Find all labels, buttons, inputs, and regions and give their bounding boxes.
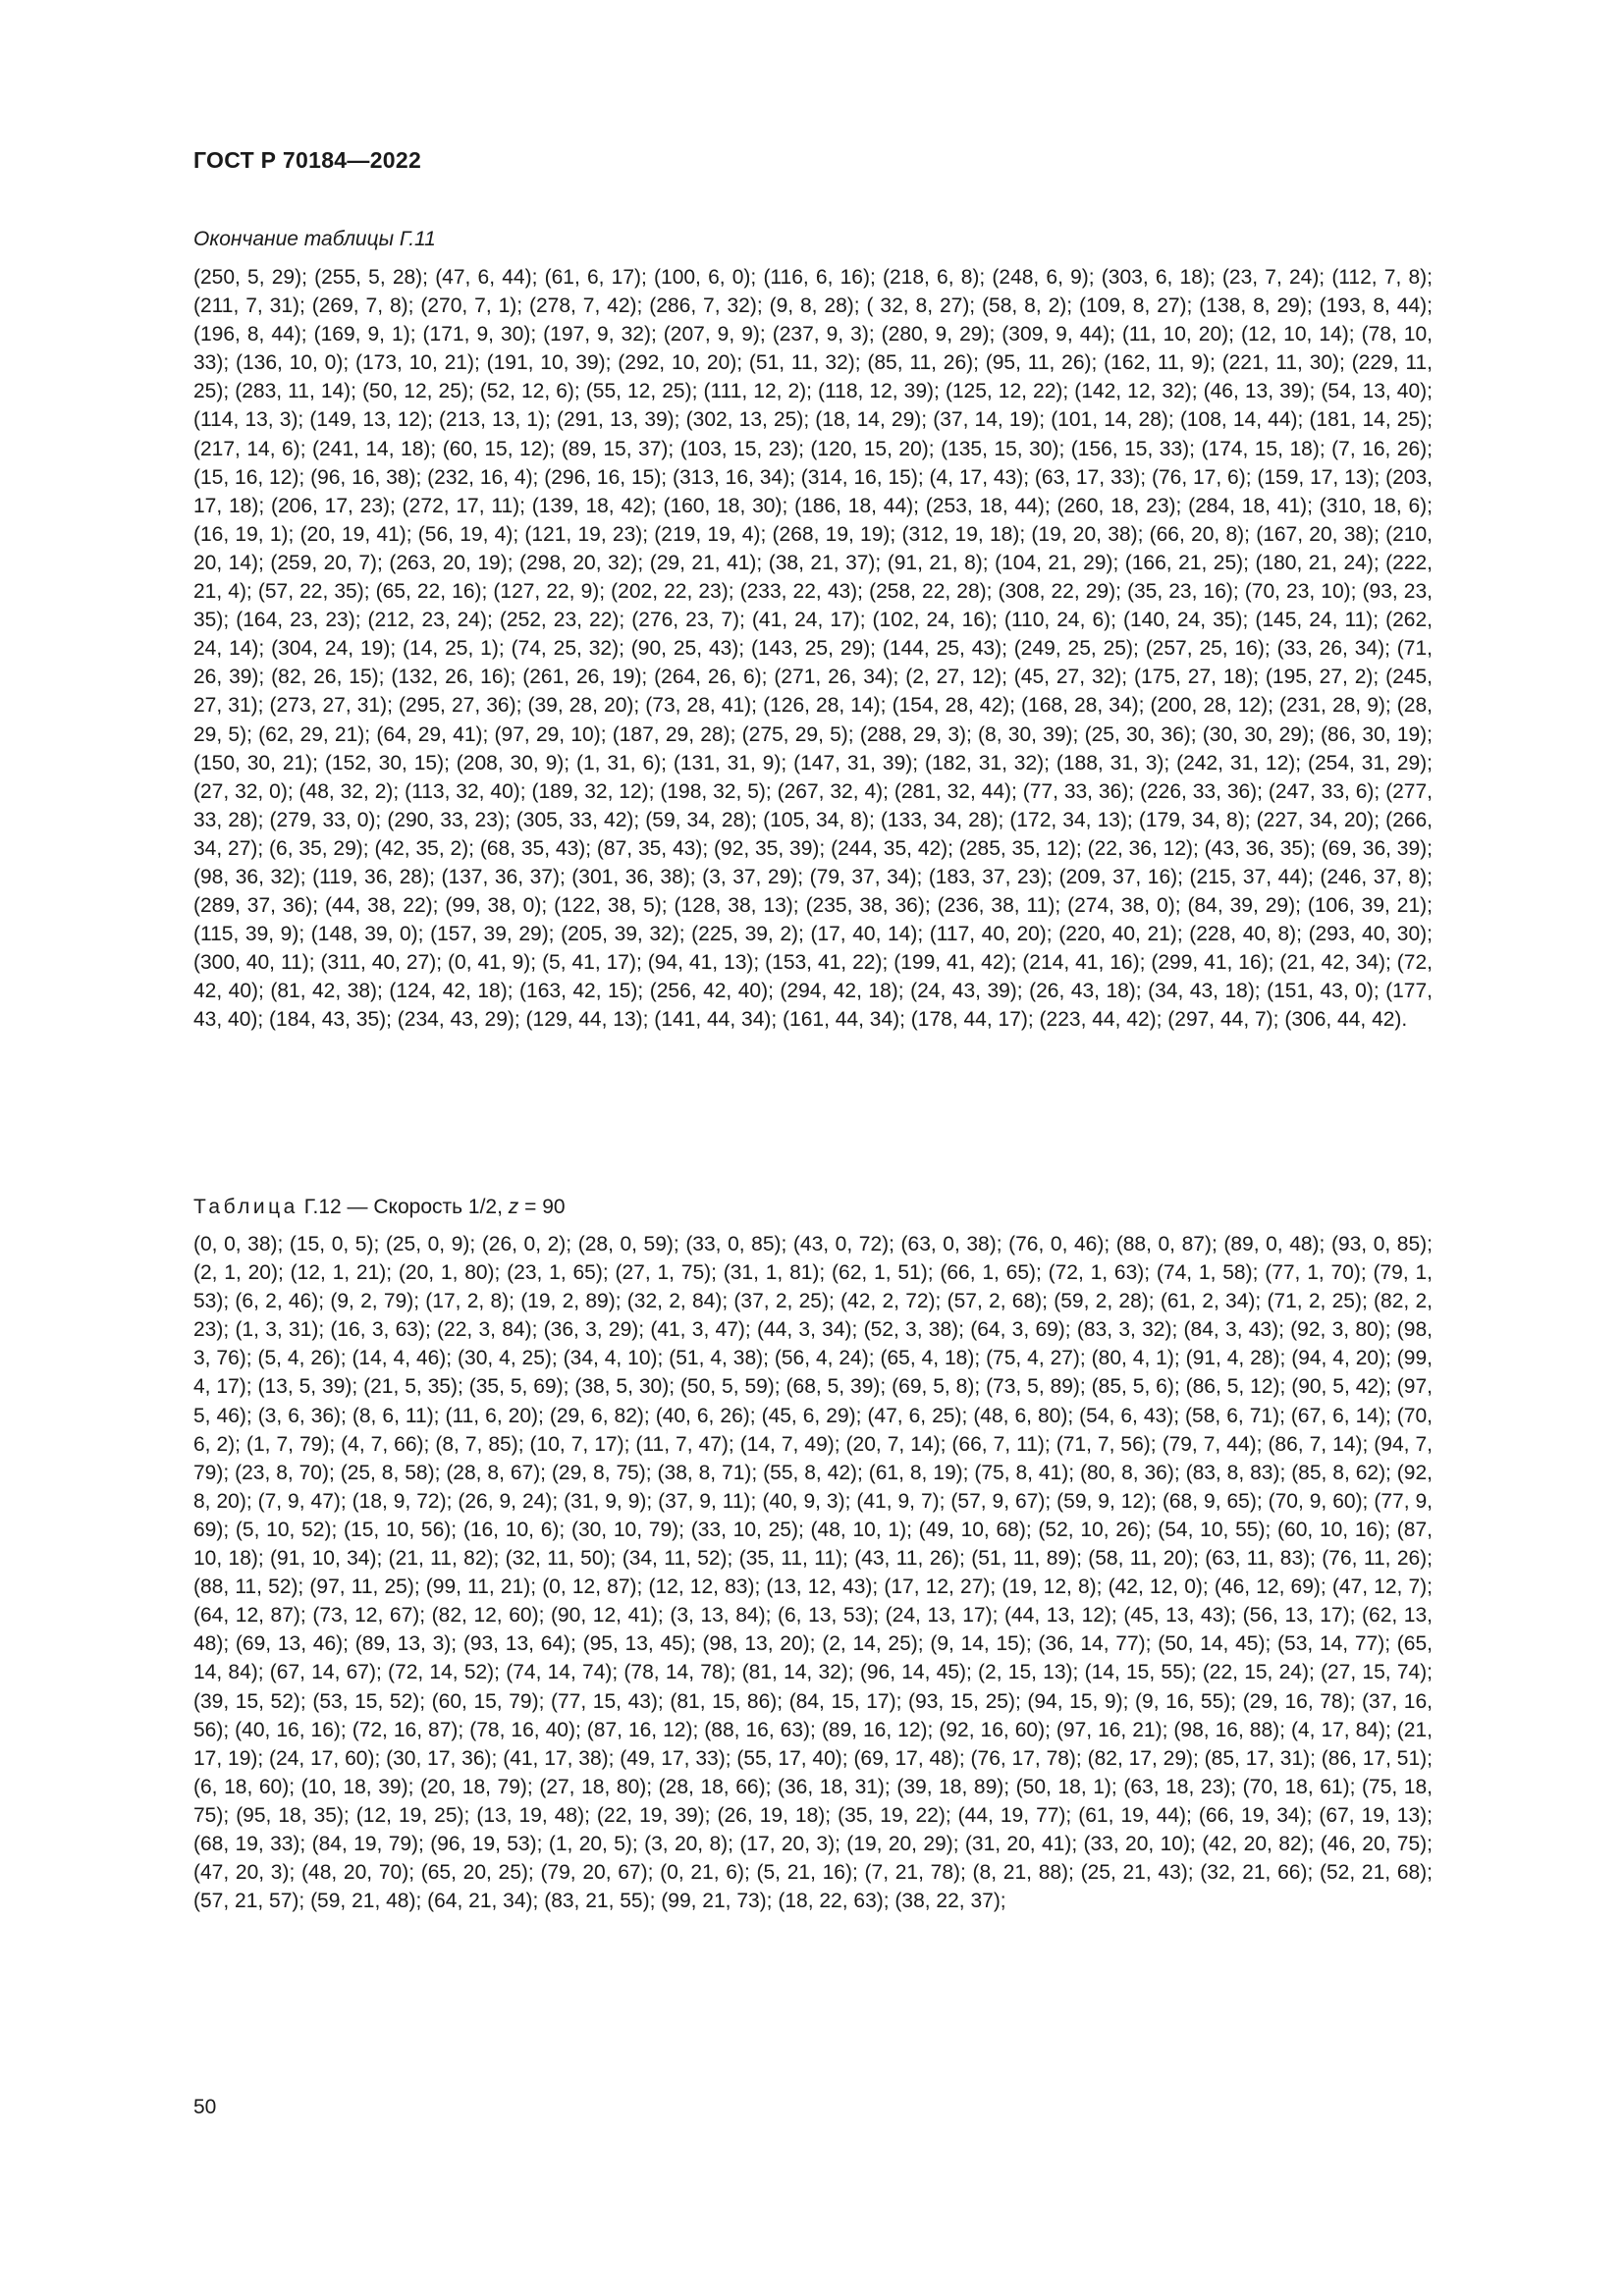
- table-number: Г.12: [303, 1196, 342, 1218]
- table-g12-title: [193, 1196, 566, 1219]
- table-variable-value: = 90: [518, 1196, 566, 1218]
- table-g12-entries: (0, 0, 38); (15, 0, 5); (25, 0, 9); (26, 0, 2); (28, 0, 59); (33, 0, 85); (43, 0, 72); (63, 0, 38); (76, 0, 46); (88, 0, 87); (89, 0, 48); (93, 0, 85); (2, 1, 20); (12, 1, 21); (20, 1, 80); (23, 1, 65); (27, 1, 75); (31, 1, 81); (62, 1, 51); (66, 1, 65); (72, 1, 63); (74, 1, 58); (77, 1, 70); (79, 1, 53); (6, 2, 46); (9, 2, 79); (17, 2, 8); (19, 2, 89); (32, 2, 84); (37, 2, 25); (42, 2, 72); (57, 2, 68); (59, 2, 28); (61, 2, 34); (71, 2, 25); (82, 2, 23); (1, 3, 31); (16, 3, 63); (22, 3, 84); (36, 3, 29); (41, 3, 47); (44, 3, 34); (52, 3, 38); (64, 3, 69); (83, 3, 32); (84, 3, 43); (92, 3, 80); (98, 3, 76); (5, 4, 26); (14, 4, 46); (30, 4, 25); (34, 4, 10); (51, 4, 38); (56, 4, 24); (65, 4, 18); (75, 4, 27); (80, 4, 1); (91, 4, 28); (94, 4, 20); (99, 4, 17); (13, 5, 39); (21, 5, 35); (35, 5, 69); (38, 5, 30); (50, 5, 59); (68, 5, 39); (69, 5, 8); (73, 5, 89); (85, 5, 6); (86, 5, 12); (90, 5, 42); (97, 5, 46); (3, 6, 36); (8, 6, 11); (11, 6, 20); (29, 6, 82); (40, 6, 26); (45, 6, 29); (47, 6, 25); (48, 6, 80); (54, 6, 43); (58, 6, 71); (67, 6, 14); (70, 6, 2); (1, 7, 79); (4, 7, 66); (8, 7, 85); (10, 7, 17); (11, 7, 47); (14, 7, 49); (20, 7, 14); (66, 7, 11); (71, 7, 56); (79, 7, 44); (86, 7, 14); (94, 7, 79); (23, 8, 70); (25, 8, 58); (28, 8, 67); (29, 8, 75); (38, 8, 71); (55, 8, 42); (61, 8, 19); (75, 8, 41); (80, 8, 36); (83, 8, 83); (85, 8, 62); (92, 8, 20); (7, 9, 47); (18, 9, 72); (26, 9, 24); (31, 9, 9); (37, 9, 11); (40, 9, 3); (41, 9, 7); (57, 9, 67); (59, 9, 12); (68, 9, 65); (70, 9, 60); (77, 9, 69); (5, 10, 52); (15, 10, 56); (16, 10, 6); (30, 10, 79); (33, 10, 25); (48, 10, 1); (49, 10, 68); (52, 10, 26); (54, 10, 55); (60, 10, 16); (87, 10, 18); (91, 10, 34); (21, 11, 82); (32, 11, 50); (34, 11, 52); (35, 11, 11); (43, 11, 26); (51, 11, 89); (58, 11, 20); (63, 11, 83); (76, 11, 26); (88, 11, 52); (97, 11, 25); (99, 11, 21); (0, 12, 87); (12, 12, 83); (13, 12, 43); (17, 12, 27); (19, 12, 8); (42, 12, 0); (46, 12, 69); (47, 12, 7); (64, 12, 87); (73, 12, 67); (82, 12, 60); (90, 12, 41); (3, 13, 84); (6, 13, 53); (24, 13, 17); (44, 13, 12); (45, 13, 43); (56, 13, 17); (62, 13, 48); (69, 13, 46); (89, 13, 3); (93, 13, 64); (95, 13, 45); (98, 13, 20); (2, 14, 25); (9, 14, 15); (36, 14, 77); (50, 14, 45); (53, 14, 77); (65, 14, 84); (67, 14, 67); (72, 14, 52); (74, 14, 74); (78, 14, 78); (81, 14, 32); (96, 14, 45); (2, 15, 13); (14, 15, 55); (22, 15, 24); (27, 15, 74); (39, 15, 52); (53, 15, 52); (60, 15, 79); (77, 15, 43); (81, 15, 86); (84, 15, 17); (93, 15, 25); (94, 15, 9); (9, 16, 55); (29, 16, 78); (37, 16, 56); (40, 16, 16); (72, 16, 87); (78, 16, 40); (87, 16, 12); (88, 16, 63); (89, 16, 12); (92, 16, 60); (97, 16, 21); (98, 16, 88); (4, 17, 84); (21, 17, 19); (24, 17, 60); (30, 17, 36); (41, 17, 38); (49, 17, 33); (55, 17, 40); (69, 17, 48); (76, 17, 78); (82, 17, 29); (85, 17, 31); (86, 17, 51); (6, 18, 60); (10, 18, 39); (20, 18, 79); (27, 18, 80); (28, 18, 66); (36, 18, 31); (39, 18, 89); (50, 18, 1); (63, 18, 23); (70, 18, 61); (75, 18, 75); (95, 18, 35); (12, 19, 25); (13, 19, 48); (22, 19, 39); (26, 19, 18); (35, 19, 22); (44, 19, 77); (61, 19, 44); (66, 19, 34); (67, 19, 13); (68, 19, 33); (84, 19, 79); (96, 19, 53); (1, 20, 5); (3, 20, 8); (17, 20, 3); (19, 20, 29); (31, 20, 41); (33, 20, 10); (42, 20, 82); (46, 20, 75); (47, 20, 3); (48, 20, 70); (65, 20, 25); (79, 20, 67); (0, 21, 6); (5, 21, 16); (7, 21, 78); (8, 21, 88); (25, 21, 43); (32, 21, 66); (52, 21, 68); (57, 21, 57); (59, 21, 48); (64, 21, 34); (83, 21, 55); (99, 21, 73); (18, 22, 63); (38, 22, 37);: [193, 1233, 1433, 1913]
- table-title-text: — Скорость 1/2,: [341, 1196, 509, 1218]
- table-label: Таблица: [193, 1196, 298, 1218]
- table-continuation-label: Окончание таблицы Г.11: [193, 228, 436, 250]
- page-header: ГОСТ Р 70184—2022: [193, 147, 422, 173]
- table-variable: z: [508, 1196, 519, 1218]
- page-number: 50: [193, 2096, 217, 2118]
- table-g11-entries: (250, 5, 29); (255, 5, 28); (47, 6, 44); (61, 6, 17); (100, 6, 0); (116, 6, 16); (218, 6, 8); (248, 6, 9); (303, 6, 18); (23, 7, 24); (112, 7, 8); (211, 7, 31); (269, 7, 8); (270, 7, 1); (278, 7, 42); (286, 7, 32); (9, 8, 28); ( 32, 8, 27); (58, 8, 2); (109, 8, 27); (138, 8, 29); (193, 8, 44); (196, 8, 44); (169, 9, 1); (171, 9, 30); (197, 9, 32); (207, 9, 9); (237, 9, 3); (280, 9, 29); (309, 9, 44); (11, 10, 20); (12, 10, 14); (78, 10, 33); (136, 10, 0); (173, 10, 21); (191, 10, 39); (292, 10, 20); (51, 11, 32); (85, 11, 26); (95, 11, 26); (162, 11, 9); (221, 11, 30); (229, 11, 25); (283, 11, 14); (50, 12, 25); (52, 12, 6); (55, 12, 25); (111, 12, 2); (118, 12, 39); (125, 12, 22); (142, 12, 32); (46, 13, 39); (54, 13, 40); (114, 13, 3); (149, 13, 12); (213, 13, 1); (291, 13, 39); (302, 13, 25); (18, 14, 29); (37, 14, 19); (101, 14, 28); (108, 14, 44); (181, 14, 25); (217, 14, 6); (241, 14, 18); (60, 15, 12); (89, 15, 37); (103, 15, 23); (120, 15, 20); (135, 15, 30); (156, 15, 33); (174, 15, 18); (7, 16, 26); (15, 16, 12); (96, 16, 38); (232, 16, 4); (296, 16, 15); (313, 16, 34); (314, 16, 15); (4, 17, 43); (63, 17, 33); (76, 17, 6); (159, 17, 13); (203, 17, 18); (206, 17, 23); (272, 17, 11); (139, 18, 42); (160, 18, 30); (186, 18, 44); (253, 18, 44); (260, 18, 23); (284, 18, 41); (310, 18, 6); (16, 19, 1); (20, 19, 41); (56, 19, 4); (121, 19, 23); (219, 19, 4); (268, 19, 19); (312, 19, 18); (19, 20, 38); (66, 20, 8); (167, 20, 38); (210, 20, 14); (259, 20, 7); (263, 20, 19); (298, 20, 32); (29, 21, 41); (38, 21, 37); (91, 21, 8); (104, 21, 29); (166, 21, 25); (180, 21, 24); (222, 21, 4); (57, 22, 35); (65, 22, 16); (127, 22, 9); (202, 22, 23); (233, 22, 43); (258, 22, 28); (308, 22, 29); (35, 23, 16); (70, 23, 10); (93, 23, 35); (164, 23, 23); (212, 23, 24); (252, 23, 22); (276, 23, 7); (41, 24, 17); (102, 24, 16); (110, 24, 6); (140, 24, 35); (145, 24, 11); (262, 24, 14); (304, 24, 19); (14, 25, 1); (74, 25, 32); (90, 25, 43); (143, 25, 29); (144, 25, 43); (249, 25, 25); (257, 25, 16); (33, 26, 34); (71, 26, 39); (82, 26, 15); (132, 26, 16); (261, 26, 19); (264, 26, 6); (271, 26, 34); (2, 27, 12); (45, 27, 32); (175, 27, 18); (195, 27, 2); (245, 27, 31); (273, 27, 31); (295, 27, 36); (39, 28, 20); (73, 28, 41); (126, 28, 14); (154, 28, 42); (168, 28, 34); (200, 28, 12); (231, 28, 9); (28, 29, 5); (62, 29, 21); (64, 29, 41); (97, 29, 10); (187, 29, 28); (275, 29, 5); (288, 29, 3); (8, 30, 39); (25, 30, 36); (30, 30, 29); (86, 30, 19); (150, 30, 21); (152, 30, 15); (208, 30, 9); (1, 31, 6); (131, 31, 9); (147, 31, 39); (182, 31, 32); (188, 31, 3); (242, 31, 12); (254, 31, 29); (27, 32, 0); (48, 32, 2); (113, 32, 40); (189, 32, 12); (198, 32, 5); (267, 32, 4); (281, 32, 44); (77, 33, 36); (226, 33, 36); (247, 33, 6); (277, 33, 28); (279, 33, 0); (290, 33, 23); (305, 33, 42); (59, 34, 28); (105, 34, 8); (133, 34, 28); (172, 34, 13); (179, 34, 8); (227, 34, 20); (266, 34, 27); (6, 35, 29); (42, 35, 2); (68, 35, 43); (87, 35, 43); (92, 35, 39); (244, 35, 42); (285, 35, 12); (22, 36, 12); (43, 36, 35); (69, 36, 39); (98, 36, 32); (119, 36, 28); (137, 36, 37); (301, 36, 38); (3, 37, 29); (79, 37, 34); (183, 37, 23); (209, 37, 16); (215, 37, 44); (246, 37, 8); (289, 37, 36); (44, 38, 22); (99, 38, 0); (122, 38, 5); (128, 38, 13); (235, 38, 36); (236, 38, 11); (274, 38, 0); (84, 39, 29); (106, 39, 21); (115, 39, 9); (148, 39, 0); (157, 39, 29); (205, 39, 32); (225, 39, 2); (17, 40, 14); (117, 40, 20); (220, 40, 21); (228, 40, 8); (293, 40, 30); (300, 40, 11); (311, 40, 27); (0, 41, 9); (5, 41, 17); (94, 41, 13); (153, 41, 22); (199, 41, 42); (214, 41, 16); (299, 41, 16); (21, 42, 34); (72, 42, 40); (81, 42, 38); (124, 42, 18); (163, 42, 15); (256, 42, 40); (294, 42, 18); (24, 43, 39); (26, 43, 18); (34, 43, 18); (151, 43, 0); (177, 43, 40); (184, 43, 35); (234, 43, 29); (129, 44, 13); (141, 44, 34); (161, 44, 34); (178, 44, 17); (223, 44, 42); (297, 44, 7); (306, 44, 42).: [193, 266, 1433, 1032]
